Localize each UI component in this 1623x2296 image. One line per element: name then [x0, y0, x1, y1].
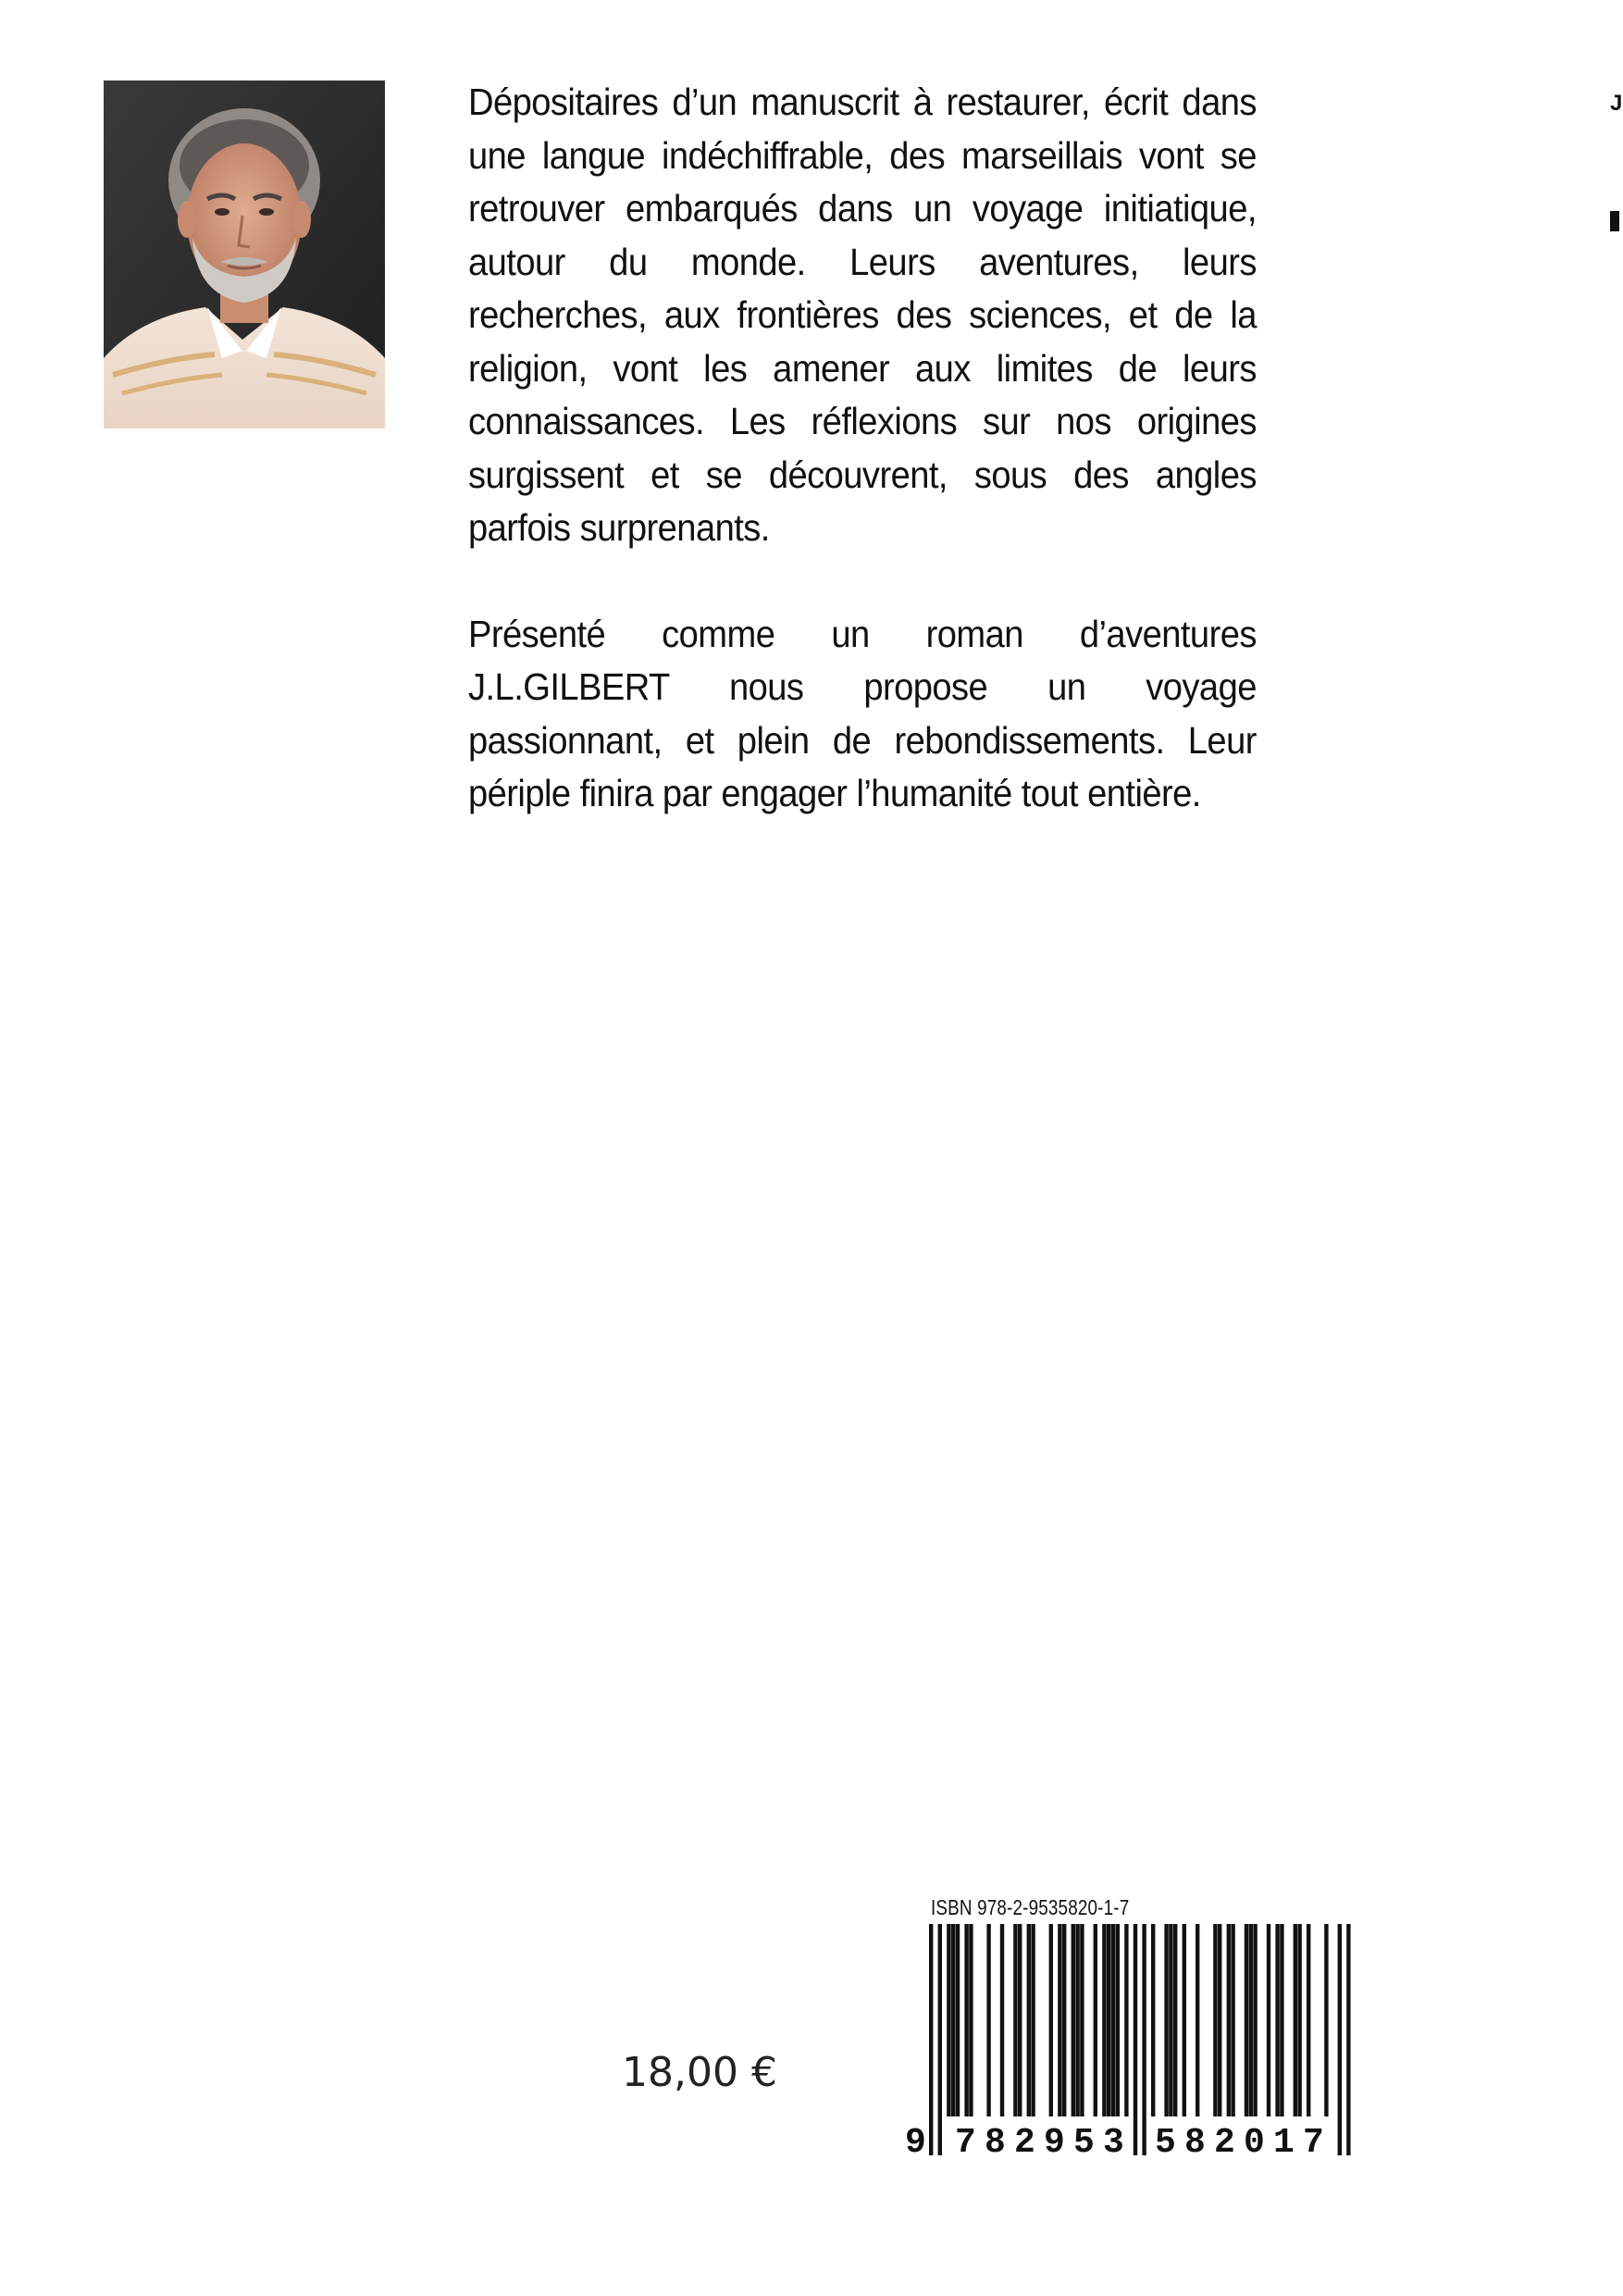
barcode-bar: [1164, 1924, 1168, 2116]
barcode-bar: [1218, 1924, 1221, 2116]
barcode-bar: [1338, 1924, 1342, 2155]
barcode-bar: [1294, 1924, 1297, 2116]
barcode-bar: [1196, 1924, 1199, 2116]
ean-digit: 5: [1155, 2123, 1176, 2163]
barcode-bar: [1280, 1924, 1283, 2116]
barcode-bar: [1027, 1924, 1031, 2116]
barcode-bar: [956, 1924, 960, 2116]
barcode-bar: [1275, 1924, 1279, 2116]
barcode-bar: [1111, 1924, 1115, 2116]
barcode-bar: [1142, 1924, 1146, 2155]
ean13-barcode: [929, 1924, 1351, 2155]
barcode-bar: [1080, 1924, 1084, 2116]
ean-digit: 8: [1184, 2123, 1206, 2163]
price: 18,00 €: [622, 2049, 777, 2096]
barcode-bar: [1307, 1924, 1310, 2116]
barcode-bar: [1094, 1924, 1097, 2116]
barcode-bar: [1018, 1924, 1022, 2116]
barcode-bar: [1062, 1924, 1066, 2116]
barcode-bar: [1000, 1924, 1004, 2116]
ean-digit: 3: [1103, 2123, 1124, 2163]
ean-digits: [905, 2123, 1331, 2169]
barcode-bar: [1058, 1924, 1061, 2116]
barcode-bar: [1013, 1924, 1017, 2116]
barcode-bar: [1151, 1924, 1155, 2116]
barcode-bar: [1116, 1924, 1120, 2116]
ean-digit: 9: [905, 2123, 926, 2163]
barcode-bar: [1173, 1924, 1177, 2116]
barcode-bar: [1213, 1924, 1217, 2116]
barcode-bar: [1031, 1924, 1035, 2116]
barcode-bar: [1169, 1924, 1172, 2116]
isbn-label: ISBN 978-2-9535820-1-7: [931, 1895, 1130, 1919]
barcode-bar: [938, 1924, 942, 2155]
barcode-bar: [947, 1924, 950, 2116]
barcode-bar: [1107, 1924, 1110, 2116]
barcode-bar: [929, 1924, 933, 2155]
barcode-bar: [969, 1924, 973, 2116]
blurb: [468, 76, 1257, 821]
barcode-bar: [1072, 1924, 1075, 2116]
ean-digit: 2: [1014, 2123, 1035, 2163]
barcode-bar: [1183, 1924, 1186, 2116]
barcode-bar: [1253, 1924, 1257, 2116]
barcode-bar: [1102, 1924, 1106, 2116]
ean-digit: 0: [1244, 2123, 1265, 2163]
ean-digit: 7: [955, 2123, 976, 2163]
barcode-bar: [1124, 1924, 1128, 2116]
barcode-bar: [1134, 1924, 1137, 2155]
barcode-bar: [1249, 1924, 1253, 2116]
blurb-paragraph-2: Présenté comme un roman d’aventures J.L.GILBERT nous propose un voyage passionnant, et plein de rebondissements. Leur périple finira par engager l’humanité tout entière.: [468, 612, 1257, 814]
ean-digit: 1: [1273, 2123, 1295, 2163]
ean-digit: 8: [985, 2123, 1006, 2163]
blurb-paragraph-1: Dépositaires d’un manuscrit à restaurer, écrit dans une langue indéchiffrable, des marseillais vont se retrouver embarqués dans un voyage initiatique, autour du monde. Leurs aventures, leurs recherches, aux frontières des sciences, et de la religion, vont les amener aux limites de leurs connaissances. Les réflexions sur nos origines surgissent et se découvrent, sous des angles parfois surprenants.: [468, 81, 1257, 549]
barcode-bar: [1049, 1924, 1053, 2116]
ean-digit: 5: [1073, 2123, 1095, 2163]
barcode-bar: [1267, 1924, 1270, 2116]
barcode-bar: [1231, 1924, 1234, 2116]
barcode-bar: [1075, 1924, 1079, 2116]
barcode-bar: [964, 1924, 968, 2116]
ean-digit: 2: [1214, 2123, 1235, 2163]
barcode-bar: [1227, 1924, 1231, 2116]
spine-mark-fragment: [1610, 211, 1619, 231]
barcode-bar: [1346, 1924, 1350, 2155]
spine-text-fragment: J: [1610, 91, 1623, 116]
barcode-bar: [986, 1924, 990, 2116]
ean-digit: 7: [1303, 2123, 1324, 2163]
barcode-bar: [1324, 1924, 1328, 2116]
barcode-bar: [1245, 1924, 1248, 2116]
barcode-bar: [1297, 1924, 1301, 2116]
barcode-bar: [951, 1924, 955, 2116]
ean-digit: 9: [1044, 2123, 1065, 2163]
author-photo: [104, 81, 385, 428]
